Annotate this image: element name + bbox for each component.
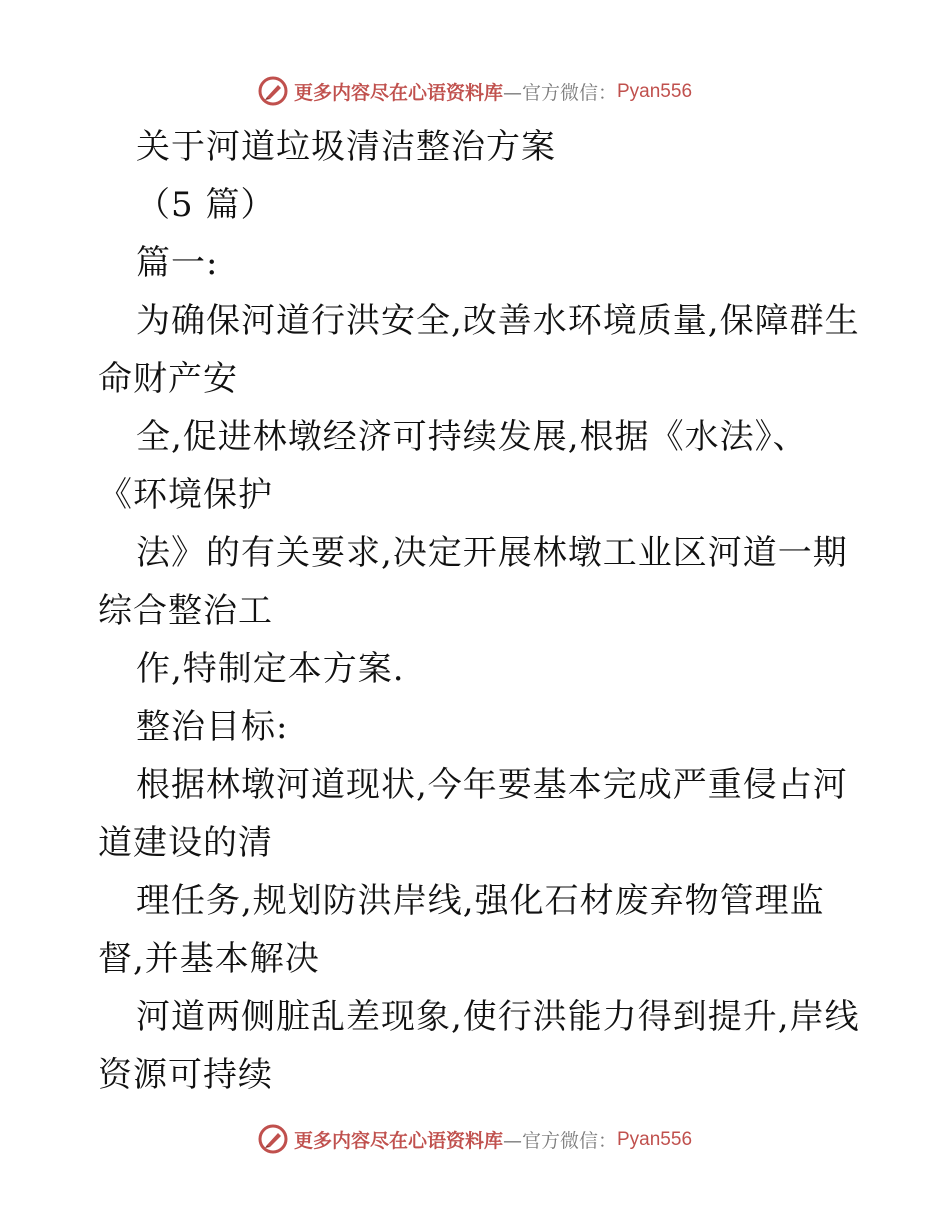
paragraph-line: 资源可持续 (98, 1055, 273, 1095)
paragraph-line: 作,特制定本方案. (136, 649, 405, 689)
paragraph-line: 全,促进林墩经济可持续发展,根据《水法》、 (136, 417, 808, 457)
paragraph-line: 根据林墩河道现状,今年要基本完成严重侵占河 (136, 765, 848, 805)
footer-wechat-label: —官方微信： (502, 1129, 617, 1152)
paragraph-line: 理任务,规划防洪岸线,强化石材废弃物管理监 (136, 881, 825, 921)
section-heading: 整治目标: (136, 707, 289, 747)
paragraph-line: 篇一: (136, 243, 219, 283)
paragraph-line: 综合整治工 (98, 591, 273, 631)
document-title: 关于河道垃圾清洁整治方案 (136, 127, 556, 167)
header-wechat-id: Pyan556 (617, 80, 693, 102)
paragraph-line: 《环境保护 (98, 475, 273, 515)
header-wechat-label: —官方微信： (502, 81, 617, 104)
header-banner-text: 更多内容尽在心语资料库 (293, 81, 503, 104)
paragraph-line: 河道两侧脏乱差现象,使行洪能力得到提升,岸线 (136, 997, 860, 1037)
document-body (98, 118, 868, 1104)
footer-banner-text: 更多内容尽在心语资料库 (293, 1129, 503, 1152)
footer-wechat-id: Pyan556 (617, 1128, 693, 1150)
paragraph-line: 命财产安 (98, 359, 238, 399)
paragraph-line: 法》的有关要求,决定开展林墩工业区河道一期 (136, 533, 848, 573)
header-watermark-banner (0, 71, 950, 111)
pen-logo-icon (258, 1124, 288, 1154)
footer-watermark-banner (0, 1119, 950, 1159)
paragraph-line: 为确保河道行洪安全,改善水环境质量,保障群生 (136, 301, 860, 341)
paragraph-line: 督,并基本解决 (98, 939, 320, 979)
pen-logo-icon (258, 76, 288, 106)
document-subtitle: （5 篇） (136, 185, 276, 225)
paragraph-line: 道建设的清 (98, 823, 273, 863)
